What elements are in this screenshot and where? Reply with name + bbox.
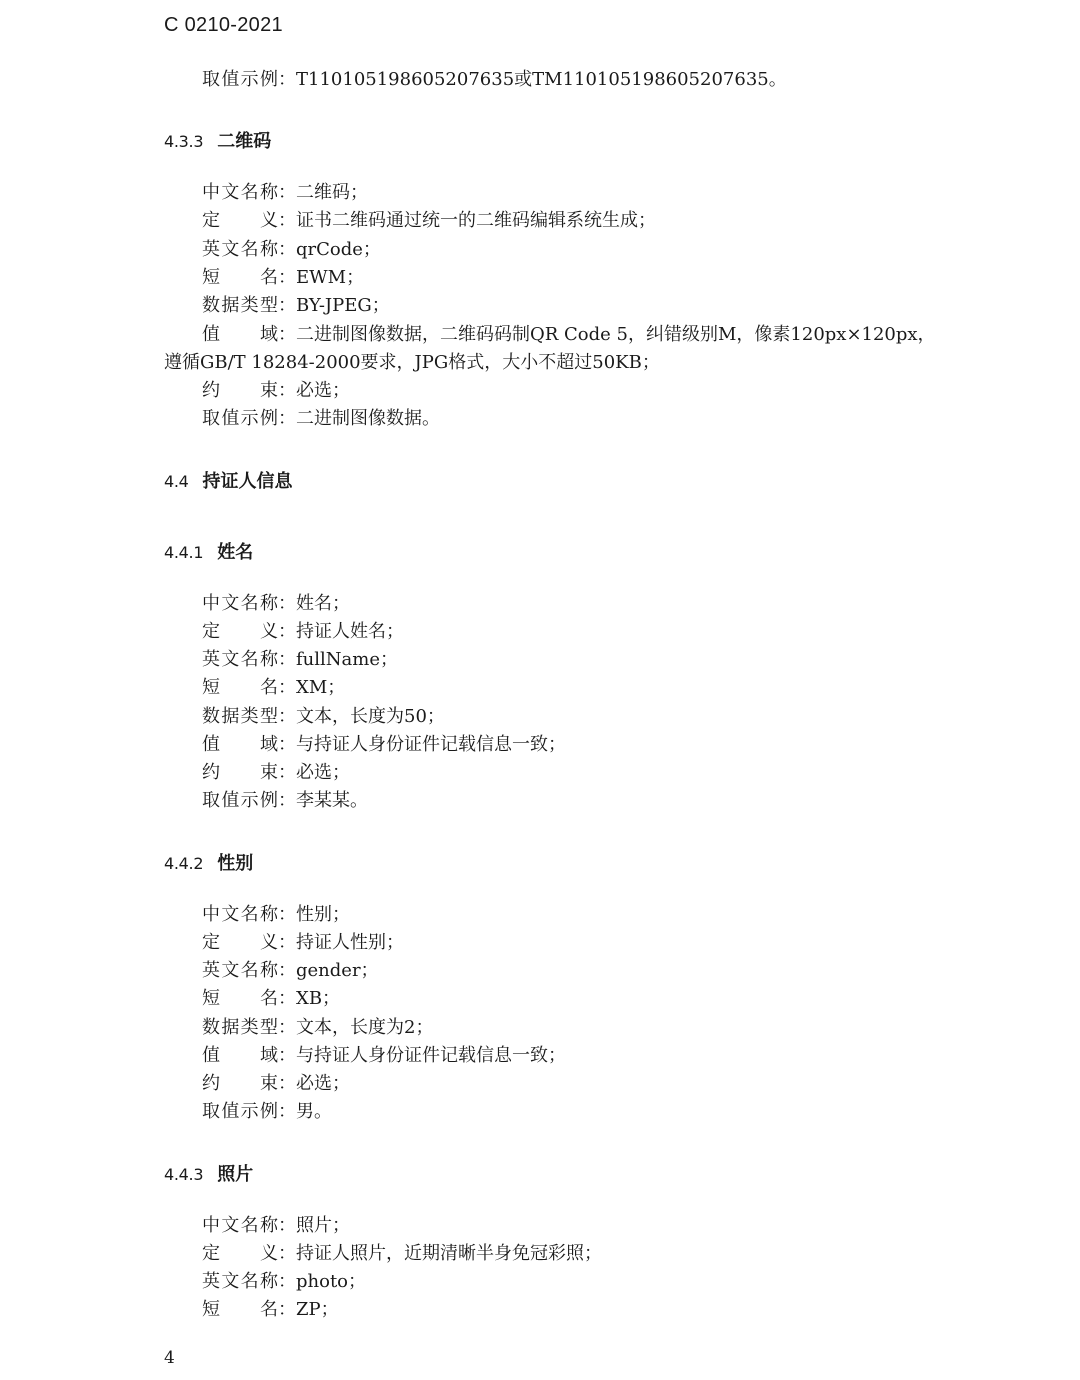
field-definition: 定义：持证人性别； <box>202 932 404 953</box>
section-heading-4-4-2: 4.4.2 性别 <box>164 853 254 874</box>
page-number: 4 <box>164 1348 175 1368</box>
field-constraint: 约束：必选； <box>202 1073 350 1094</box>
field-short-name: 短名：XB； <box>202 988 341 1009</box>
field-short-name: 短名：EWM； <box>202 267 365 288</box>
field-constraint: 约束：必选； <box>202 380 350 401</box>
section-heading-4-4-1: 4.4.1 姓名 <box>164 542 254 563</box>
field-definition: 定义：证书二维码通过统一的二维码编辑系统生成； <box>202 210 656 231</box>
field-domain: 值域：与持证人身份证件记载信息一致； <box>202 734 566 755</box>
field-example: 取值示例：男。 <box>202 1101 332 1122</box>
field-definition: 定义：持证人姓名； <box>202 621 404 642</box>
field-example: 取值示例：李某某。 <box>202 790 368 811</box>
field-data-type: 数据类型：文本，长度为2； <box>202 1017 434 1038</box>
field-data-type: 数据类型：文本，长度为50； <box>202 706 445 727</box>
field-cn-name: 中文名称：性别； <box>202 904 350 925</box>
field-constraint: 约束：必选； <box>202 762 350 783</box>
field-definition: 定义：持证人照片，近期清晰半身免冠彩照； <box>202 1243 602 1264</box>
field-cn-name: 中文名称：二维码； <box>202 182 368 203</box>
field-example: 取值示例：T110105198605207635或TM110105198605207635。 <box>202 69 787 90</box>
section-heading-4-4: 4.4 持证人信息 <box>164 471 293 492</box>
section-heading-4-3-3: 4.3.3 二维码 <box>164 131 272 152</box>
field-cn-name: 中文名称：姓名； <box>202 593 350 614</box>
field-short-name: 短名：ZP； <box>202 1299 339 1320</box>
section-heading-4-4-3: 4.4.3 照片 <box>164 1164 254 1185</box>
field-example: 取值示例：二进制图像数据。 <box>202 408 440 429</box>
field-en-name: 英文名称：qrCode； <box>202 239 381 260</box>
field-en-name: 英文名称：photo； <box>202 1271 367 1292</box>
field-short-name: 短名：XM； <box>202 677 346 698</box>
field-data-type: 数据类型：BY-JPEG； <box>202 295 390 316</box>
field-en-name: 英文名称：gender； <box>202 960 379 981</box>
field-cn-name: 中文名称：照片； <box>202 1215 350 1236</box>
field-domain: 值域：与持证人身份证件记载信息一致； <box>202 1045 566 1066</box>
document-code: C 0210-2021 <box>164 14 283 36</box>
field-domain-continued: 遵循GB/T 18284-2000要求，JPG格式，大小不超过50KB； <box>164 352 660 373</box>
field-domain: 值域：二进制图像数据，二维码码制QR Code 5，纠错级别M，像素120px×120px， <box>202 324 936 345</box>
field-en-name: 英文名称：fullName； <box>202 649 398 670</box>
